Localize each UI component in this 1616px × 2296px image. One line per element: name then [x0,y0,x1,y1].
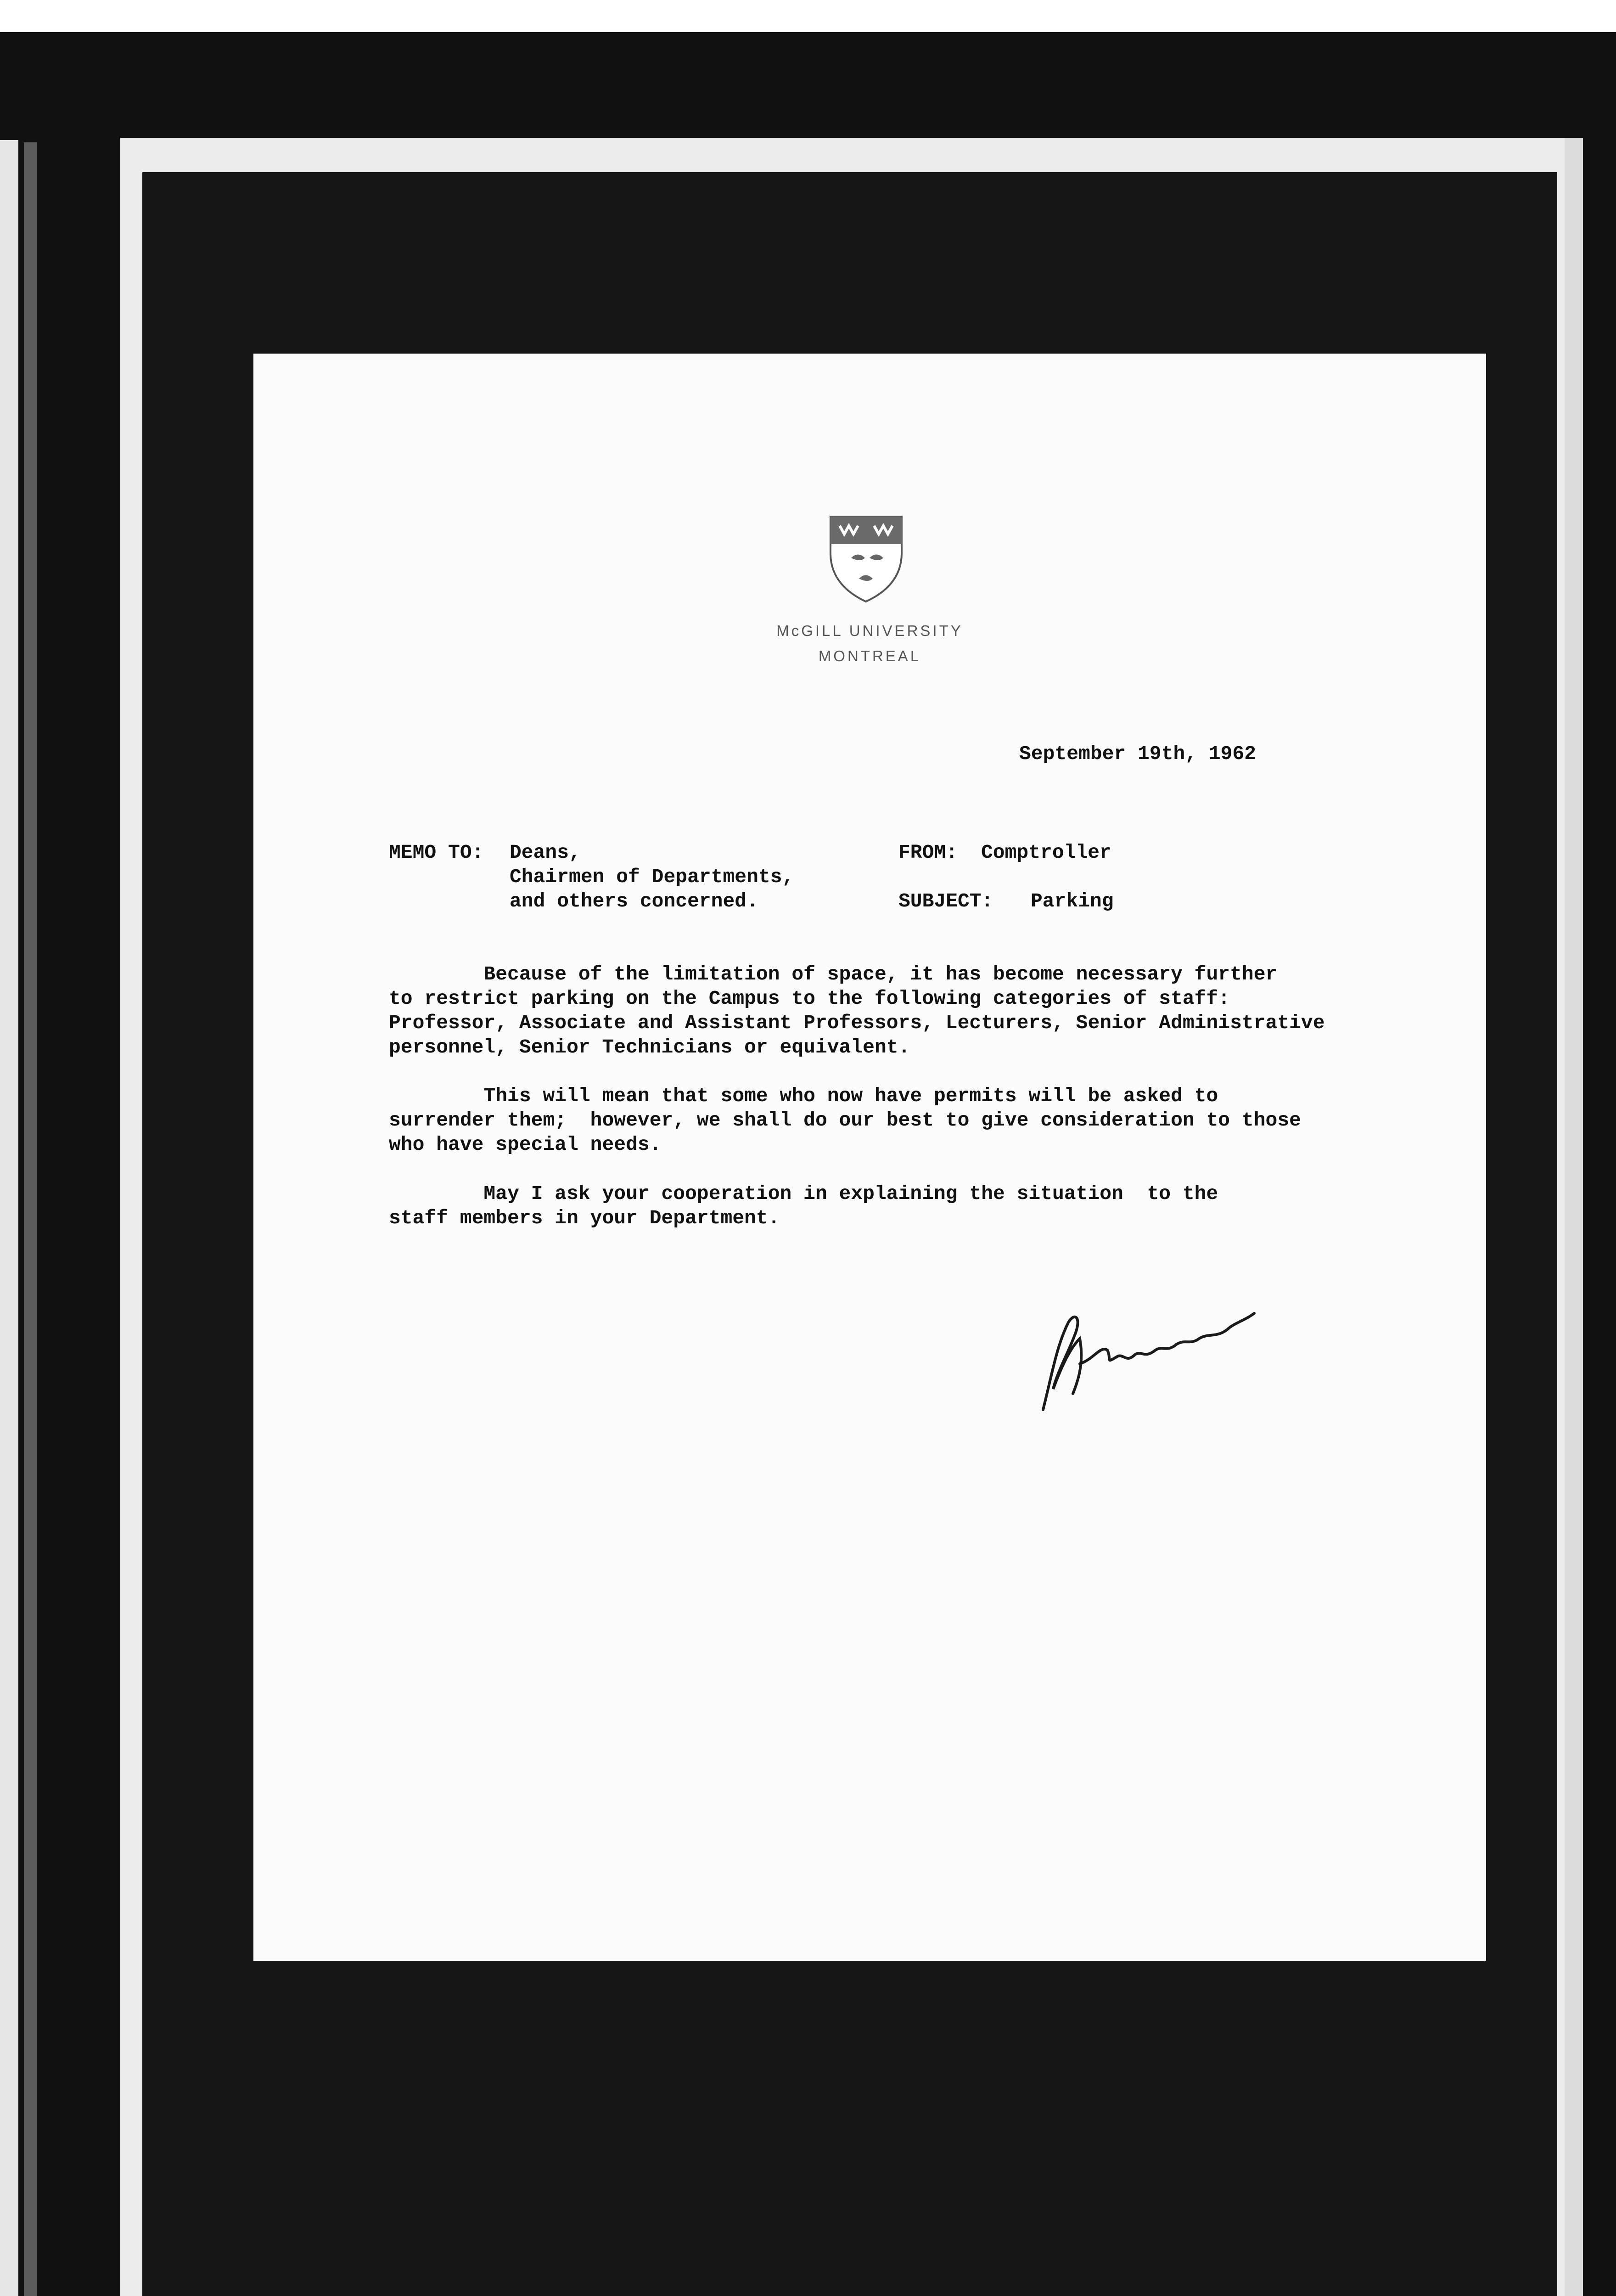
film-left-edge [24,142,37,2296]
paragraph-line: Because of the limitation of space, it has become necessary further [389,963,1278,985]
from-label: FROM: [898,841,958,864]
university-city: MONTREAL [818,647,921,664]
university-name: McGILL UNIVERSITY [776,622,963,639]
recipient-line: and others concerned. [510,890,758,912]
memo-page [253,354,1486,1961]
memo-paragraph [389,962,1399,1059]
paragraph-line: surrender them; however, we shall do our best to give consideration to those [389,1109,1301,1131]
mcgill-crest-icon [826,512,906,604]
subject-label: SUBJECT: [898,890,993,912]
recipient-line: Chairmen of Departments, [510,866,794,888]
recipient-line: Deans, [510,841,581,864]
paragraph-line: staff members in your Department. [389,1207,780,1229]
subject-value: Parking [1031,890,1114,912]
microfilm-frame-right-edge [1565,138,1583,2296]
handwritten-signature [1025,1295,1263,1419]
paragraph-line: to restrict parking on the Campus to the following categories of staff: [389,987,1230,1010]
paragraph-line: who have special needs. [389,1133,662,1156]
from-value: Comptroller [981,841,1111,864]
memo-to-label: MEMO TO: [389,841,484,864]
paragraph-line: May I ask your cooperation in explaining the situation to the [389,1182,1218,1205]
paragraph-line: personnel, Senior Technicians or equivalent. [389,1036,910,1058]
memo-paragraph [389,1084,1399,1157]
film-left-strip [0,140,18,2296]
memo-date: September 19th, 1962 [1019,743,1257,765]
memo-paragraph [389,1182,1399,1230]
paragraph-line: Professor, Associate and Assistant Professors, Lecturers, Senior Administrative [389,1012,1325,1034]
paragraph-line: This will mean that some who now have permits will be asked to [389,1085,1218,1107]
